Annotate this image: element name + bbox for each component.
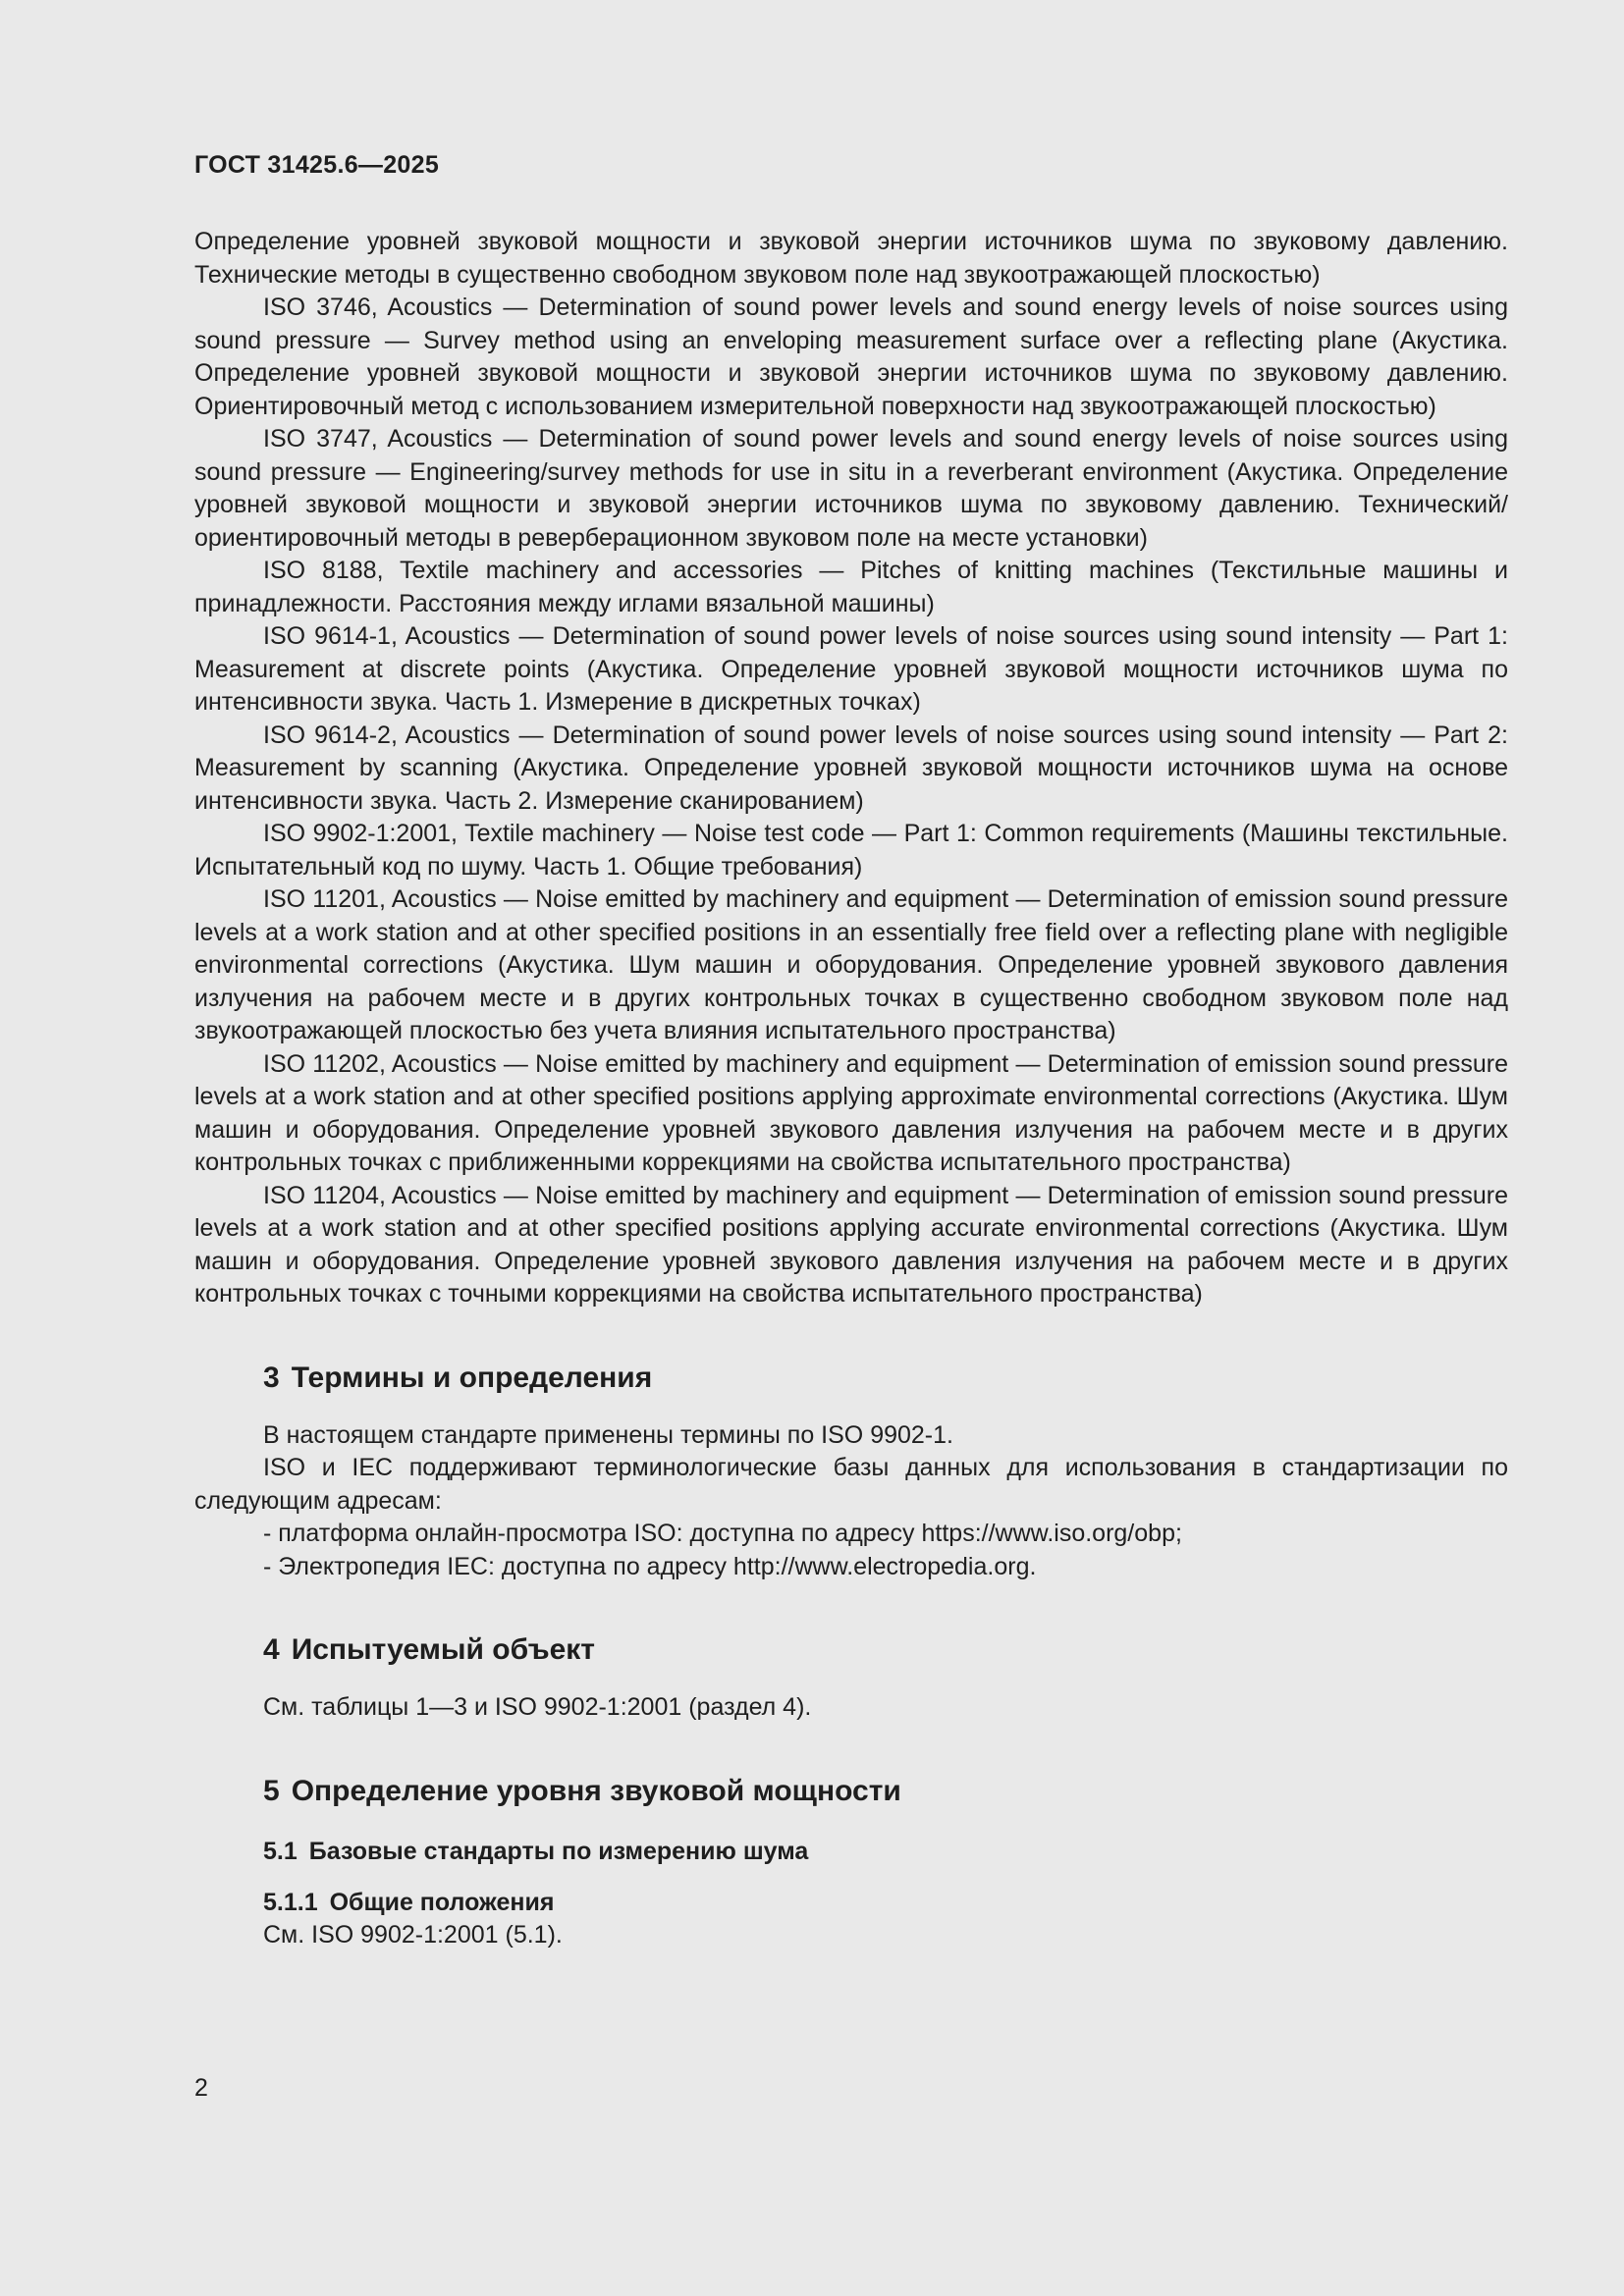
reference-iso-11202: ISO 11202, Acoustics — Noise emitted by machinery and equipment — Determination of emission sound pressure levels at a work station and at other specified positions applying approximate environmental corrections (Акустика. Шум машин и оборудования. Определение уровней звукового давления излучения на рабочем месте и в других контрольных точках с приближенными коррекциями на свойства испытательного пространства) [194,1049,1508,1176]
page-number: 2 [194,2074,208,2102]
subsection-number: 5.1 [263,1837,298,1865]
subsection-5-1-heading [194,1835,1508,1868]
subsection-number: 5.1.1 [263,1888,318,1916]
section-title: Термины и определения [291,1361,653,1394]
section-title: Определение уровня звуковой мощности [291,1774,901,1807]
subsection-title: Базовые стандарты по измерению шума [308,1837,809,1865]
reference-iso-9902-1: ISO 9902-1:2001, Textile machinery — Noise test code — Part 1: Common requirements (Машины текстильные. Испытательный код по шуму. Часть 1. Общие требования) [194,820,1508,881]
reference-iso-8188: ISO 8188, Textile machinery and accessories — Pitches of knitting machines (Текстильные машины и принадлежности. Расстояния между иглами вязальной машины) [194,557,1508,617]
reference-iso-3747: ISO 3747, Acoustics — Determination of sound power levels and sound energy levels of noise sources using sound pressure — Engineering/survey methods for use in situ in a reverberant environment (Акустика. Определение уровней звуковой мощности и звуковой энергии источников шума по звуковому давлению. Технический/ориентировочный методы в реверберационном звуковом поле на месте установки) [194,425,1508,552]
section-4-paragraph: См. таблицы 1—3 и ISO 9902-1:2001 (раздел 4). [263,1693,812,1721]
section-3-paragraph: ISO и IEC поддерживают терминологические базы данных для использования в стандартизации по следующим адресам: [194,1454,1508,1515]
normative-references-list [194,226,1508,1311]
reference-iso-3746: ISO 3746, Acoustics — Determination of sound power levels and sound energy levels of noise sources using sound pressure — Survey method using an enveloping measurement surface over a reflecting plane (Акустика. Определение уровней звуковой мощности и звуковой энергии источников шума по звуковому давлению. Ориентировочный метод с использованием измерительной поверхности над звукоотражающей плоскостью) [194,294,1508,420]
reference-iso-9614-1: ISO 9614-1, Acoustics — Determination of sound power levels of noise sources using sound intensity — Part 1: Measurement at discrete points (Акустика. Определение уровней звуковой мощности источников шума по интенсивности звука. Часть 1. Измерение в дискретных точках) [194,622,1508,716]
section-3-heading [194,1359,1508,1398]
section-number: 4 [263,1633,280,1666]
reference-continuation: Определение уровней звуковой мощности и звуковой энергии источников шума по звуковому давлению. Технические методы в существенно свободном звуковом поле над звукоотражающей плоскостью) [194,228,1508,289]
subsection-5-1-1-heading [194,1886,1508,1919]
document-id-header: ГОСТ 31425.6—2025 [194,151,440,179]
section-5-heading [194,1772,1508,1811]
reference-iso-11204: ISO 11204, Acoustics — Noise emitted by machinery and equipment — Determination of emission sound pressure levels at a work station and at other specified positions applying accurate environmental corrections (Акустика. Шум машин и оборудования. Определение уровней звукового давления излучения на рабочем месте и в других контрольных точках с точными коррекциями на свойства испытательного пространства) [194,1181,1508,1308]
section-number: 3 [263,1361,280,1394]
subsection-5-1-1-text: См. ISO 9902-1:2001 (5.1). [263,1920,563,1949]
subsection-title: Общие положения [329,1888,555,1916]
section-4-heading [194,1630,1508,1670]
reference-iso-9614-2: ISO 9614-2, Acoustics — Determination of sound power levels of noise sources using sound intensity — Part 2: Measurement by scanning (Акустика. Определение уровней звуковой мощности источников шума на основе интенсивности звука. Часть 2. Измерение сканированием) [194,721,1508,815]
list-item: - платформа онлайн-просмотра ISO: доступна по адресу https://www.iso.org/obp; [263,1520,1182,1547]
reference-iso-11201: ISO 11201, Acoustics — Noise emitted by machinery and equipment — Determination of emission sound pressure levels at a work station and at other specified positions in an essentially free field over a reflecting plane with negligible environmental corrections (Акустика. Шум машин и оборудования. Определение уровней звукового давления излучения на рабочем месте и в других контрольных точках в существенно свободном звуковом поле над звукоотражающей плоскостью без учета влияния испытательного пространства) [194,885,1508,1044]
document-page [194,145,1508,1951]
section-3-paragraph: В настоящем стандарте применены термины по ISO 9902-1. [263,1420,953,1449]
section-number: 5 [263,1774,280,1807]
list-item: - Электропедия IEC: доступна по адресу http://www.electropedia.org. [263,1552,1037,1580]
section-title: Испытуемый объект [291,1633,596,1666]
